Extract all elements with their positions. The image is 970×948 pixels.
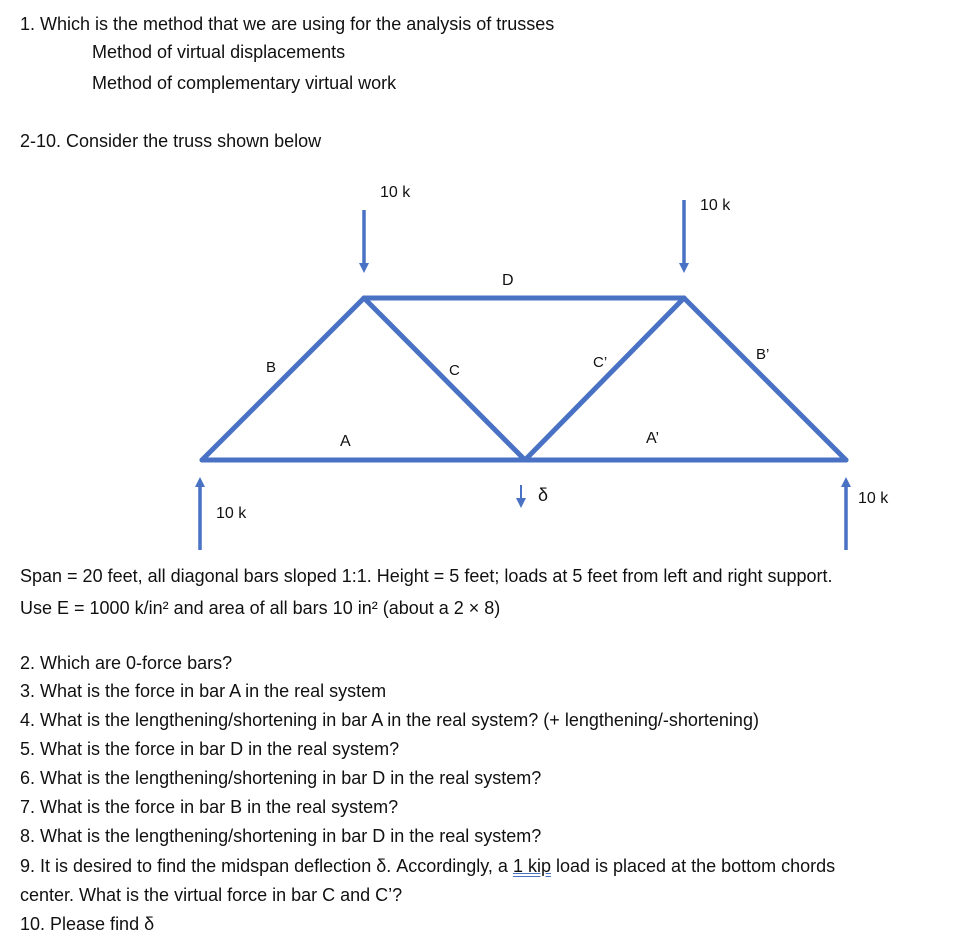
deflection-symbol: δ [538,485,549,505]
question-9-line-2: center. What is the virtual force in bar C and C’? [20,885,403,905]
q9-part-1: 9. It is desired to find the midspan deflection δ. Accordingly, a [20,856,513,876]
question-1: 1. Which is the method that we are using for the analysis of trusses [20,14,555,34]
question-4: 4. What is the lengthening/shortening in bar A in the real system? (+ lengthening/-shortening) [20,710,759,730]
question-3: 3. What is the force in bar A in the real system [20,681,387,701]
bar-label-A-prime: A’ [646,430,660,447]
bar-B-prime [684,298,846,460]
given-line-1: Span = 20 feet, all diagonal bars sloped 1:1. Height = 5 feet; loads at 5 feet from left and right support. [20,566,833,586]
question-7: 7. What is the force in bar B in the real system? [20,797,399,817]
intro-line: 2-10. Consider the truss shown below [20,131,322,151]
q9-part-2: load is placed at the bottom chords [550,856,836,876]
reaction-label-left: 10 k [216,505,247,522]
load-label-right: 10 k [700,197,731,214]
question-10: 10. Please find δ [20,914,155,934]
question-2: 2. Which are 0-force bars? [20,653,233,673]
bar-label-C-prime: C’ [593,354,608,371]
q9-underlined-1-kip: 1 kip [512,856,551,876]
question-8: 8. What is the lengthening/shortening in bar D in the real system? [20,826,542,846]
q1-option-1: Method of virtual displacements [92,42,346,62]
bar-label-C: C [449,362,460,379]
bar-label-D: D [502,272,514,289]
reaction-label-right: 10 k [858,490,889,507]
bar-label-B-prime: B’ [756,346,770,363]
bar-C [364,298,525,460]
bar-label-B: B [266,359,277,376]
question-6: 6. What is the lengthening/shortening in bar D in the real system? [20,768,542,788]
bar-label-A: A [340,433,351,450]
load-label-left: 10 k [380,184,411,201]
question-5: 5. What is the force in bar D in the real system? [20,739,400,759]
given-line-2: Use E = 1000 k/in² and area of all bars 10 in² (about a 2 × 8) [20,598,501,618]
q1-option-2: Method of complementary virtual work [92,73,397,93]
bar-C-prime [525,298,684,460]
question-9 [20,855,835,877]
